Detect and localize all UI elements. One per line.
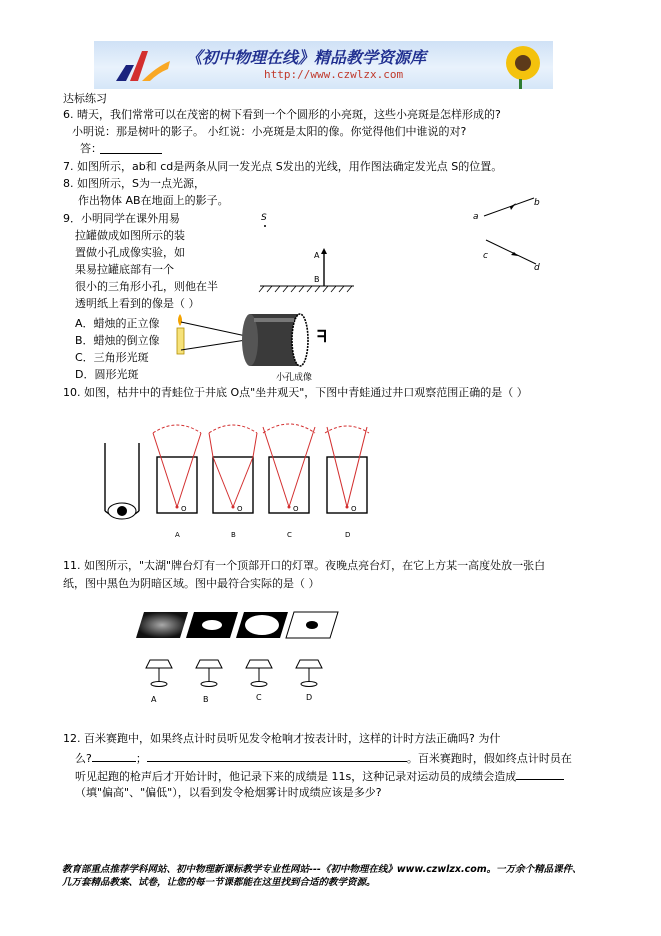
page-footer bbox=[62, 863, 622, 889]
svg-text:O: O bbox=[351, 505, 357, 513]
q9-line4: 果易拉罐底部有一个 bbox=[75, 263, 174, 276]
footer-line2: 几万套精品教案、试卷，让您的每一节课都能在这里找到合适的教学资源。 bbox=[62, 877, 376, 888]
q10-label-d: D bbox=[345, 531, 351, 539]
q9-option-c: C．三角形光斑 bbox=[75, 351, 149, 364]
q11-label-a: A bbox=[151, 695, 157, 704]
q6-answer-blank bbox=[100, 153, 162, 154]
q7-rays-diagram bbox=[470, 192, 550, 272]
q9-line6: 透明纸上看到的像是（ ） bbox=[75, 297, 200, 310]
well-option-d bbox=[325, 426, 369, 539]
q9-line2: 拉罐做成如图所示的装 bbox=[75, 229, 185, 242]
q11-desk-lamp-diagram bbox=[130, 608, 360, 708]
svg-text:O: O bbox=[181, 505, 187, 513]
q9-line3: 置做小孔成像实验，如 bbox=[75, 246, 185, 259]
q9-caption: 小孔成像 bbox=[276, 373, 313, 383]
q8-shadow-diagram bbox=[250, 208, 360, 298]
q7-text: 7. 如图所示，ab和 cd是两条从同一发光点 S发出的光线，用作图法确定发光点 S的位置。 bbox=[63, 160, 503, 173]
site-logo-icon bbox=[112, 47, 172, 85]
banner-title: 《初中物理在线》精品教学资源库 bbox=[186, 48, 427, 67]
q6-answer-label: 答： bbox=[80, 142, 102, 155]
q8-line2: 作出物体 AB在地面上的影子。 bbox=[78, 194, 229, 207]
q8-label-a: A bbox=[314, 251, 320, 260]
well-option-c bbox=[263, 424, 315, 539]
q7-label-d: d bbox=[534, 263, 540, 272]
footer-line1: 教育部重点推荐学科网站、初中物理新课标教学专业性网站---《初中物理在线》www.czwlzx.com。一万余个精品课件、 bbox=[62, 864, 582, 875]
q9-option-a: A．蜡烛的正立像 bbox=[75, 317, 160, 330]
q12-line2: 么? ； 。百米赛跑时，假如终点计时员在 bbox=[75, 752, 572, 765]
q10-label-a: A bbox=[175, 531, 180, 539]
q7-label-c: c bbox=[483, 251, 488, 261]
q8-line1: 8. 如图所示，S为一点光源， bbox=[63, 177, 205, 190]
section-title: 达标练习 bbox=[63, 92, 107, 105]
well-with-frog bbox=[105, 443, 139, 519]
q6-line1: 6. 晴天，我们常常可以在茂密的树下看到一个个圆形的小亮斑，这些小亮斑是怎样形成的? bbox=[63, 108, 501, 121]
sunflower-icon bbox=[489, 41, 553, 89]
well-option-a bbox=[153, 425, 201, 539]
q10-well-frog-diagram bbox=[95, 415, 385, 545]
q6-line2: 小明说：那是树叶的影子。 小红说：小亮斑是太阳的像。你觉得他们中谁说的对? bbox=[72, 125, 467, 138]
q8-label-b: B bbox=[314, 275, 320, 284]
header-banner bbox=[94, 41, 553, 89]
q8-label-s: S bbox=[261, 213, 267, 223]
q10-label-b: B bbox=[231, 531, 236, 539]
q12-line4: （填"偏高"、"偏低"），以看到发令枪烟雾计时成绩应该是多少? bbox=[75, 786, 382, 799]
svg-text:ᖷ: ᖷ bbox=[317, 327, 327, 346]
q9-option-b: B．蜡烛的倒立像 bbox=[75, 334, 160, 347]
q12-line1: 12. 百米赛跑中，如果终点计时员听见发令枪响才按表计时，这样的计时方法正确吗? 为什 bbox=[63, 732, 501, 745]
q10-label-c: C bbox=[287, 531, 292, 539]
well-option-b bbox=[209, 425, 257, 539]
q9-option-d: D．圆形光斑 bbox=[75, 368, 139, 381]
q11-line1: 11. 如图所示，"太湖"牌台灯有一个顶部开口的灯罩。夜晚点亮台灯，在它上方某一高度处放一张白 bbox=[63, 559, 546, 572]
q11-label-c: C bbox=[256, 693, 262, 702]
q11-line2: 纸，图中黑色为阴暗区域。图中最符合实际的是（ ） bbox=[63, 577, 320, 590]
q10-text: 10. 如图，枯井中的青蛙位于井底 O点"坐井观天"，下图中青蛙通过井口观察范围正确的是（ ） bbox=[63, 386, 528, 399]
banner-url: http://www.czwlzx.com bbox=[264, 68, 404, 81]
q7-label-a: a bbox=[473, 212, 479, 222]
q11-label-d: D bbox=[306, 693, 313, 702]
svg-text:O: O bbox=[237, 505, 243, 513]
q11-label-b: B bbox=[203, 695, 209, 704]
svg-text:O: O bbox=[293, 505, 299, 513]
q9-pinhole-camera-diagram bbox=[172, 306, 352, 386]
q9-line5: 很小的三角形小孔，则他在半 bbox=[75, 280, 218, 293]
q12-line3: 听见起跑的枪声后才开始计时，他记录下来的成绩是 11s，这种记录对运动员的成绩会造成 bbox=[75, 768, 564, 784]
q9-line1: 9．小明同学在课外用易 bbox=[63, 212, 180, 225]
q7-label-b: b bbox=[534, 198, 540, 208]
